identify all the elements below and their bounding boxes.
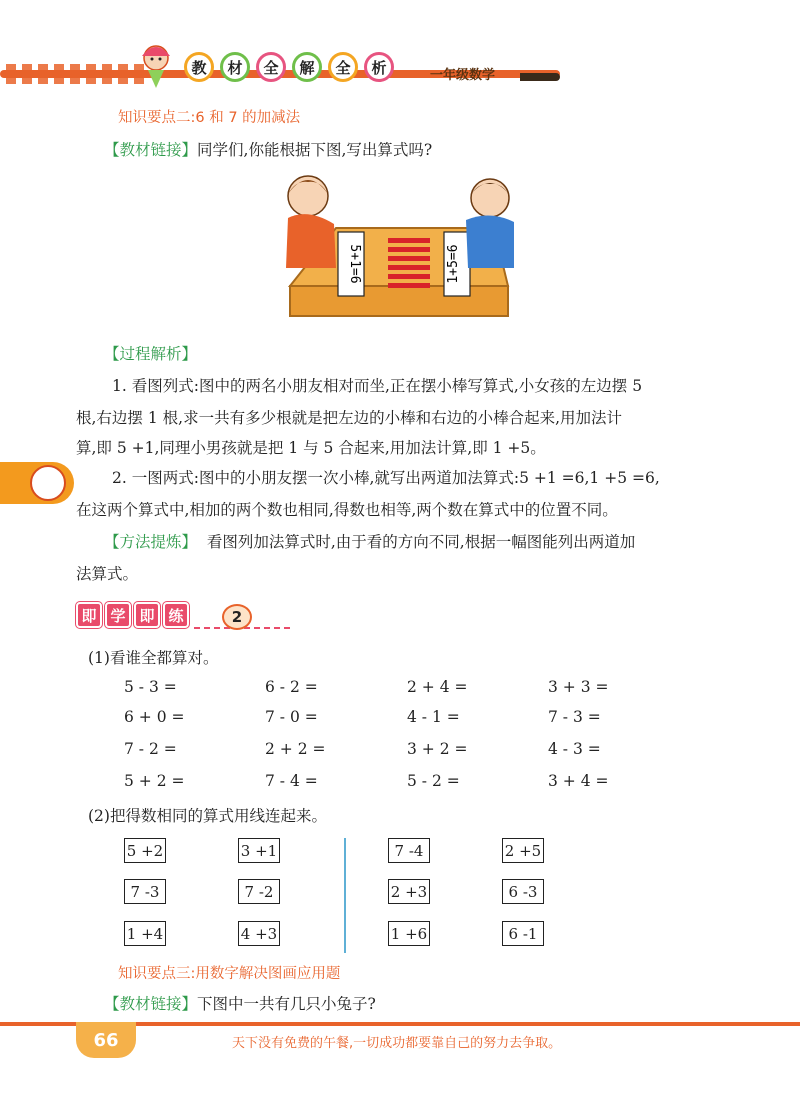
link-tag: 【教材链接】 <box>104 141 198 159</box>
equation: 4 - 3 = <box>548 740 601 758</box>
match-box[interactable]: 5 +2 <box>124 838 166 863</box>
boy-card-text: 1+5=6 <box>446 244 461 284</box>
section2-heading: 知识要点二:6 和 7 的加减法 <box>118 110 301 126</box>
mascot-face-icon <box>30 465 66 501</box>
boy-figure <box>466 179 514 268</box>
match-box[interactable]: 2 +5 <box>502 838 544 863</box>
equation: 5 - 2 = <box>407 772 460 790</box>
kids-counting-sticks-illustration <box>276 168 524 318</box>
match-box[interactable]: 7 -4 <box>388 838 430 863</box>
footer-motto: 天下没有免费的午餐,一切成功都要靠自己的努力去争取。 <box>232 1036 562 1051</box>
title-char: 析 <box>364 52 394 82</box>
side-tab <box>0 462 74 504</box>
q2-label: (2)把得数相同的算式用线连起来。 <box>88 807 327 825</box>
q1-label: (1)看谁全都算对。 <box>88 649 219 667</box>
link-tag: 【教材链接】 <box>104 995 198 1013</box>
section3-heading: 知识要点三:用数字解决图画应用题 <box>118 966 341 982</box>
match-box[interactable]: 1 +4 <box>124 921 166 946</box>
grade-label: 一年级数学 <box>430 68 496 83</box>
equation: 2 + 2 = <box>265 740 326 758</box>
pen-icon <box>520 73 560 81</box>
equation: 4 - 1 = <box>407 708 460 726</box>
title-char: 教 <box>184 52 214 82</box>
process-line: 算,即 5 +1,同理小男孩就是把 1 与 5 合起来,用加法计算,即 1 +5。 <box>76 439 546 457</box>
match-box[interactable]: 1 +6 <box>388 921 430 946</box>
equation: 6 + 0 = <box>124 708 185 726</box>
match-box[interactable]: 7 -2 <box>238 879 280 904</box>
title-char: 全 <box>256 52 286 82</box>
equation: 5 - 3 = <box>124 678 177 696</box>
equation: 7 - 3 = <box>548 708 601 726</box>
match-box[interactable]: 6 -3 <box>502 879 544 904</box>
equation: 2 + 4 = <box>407 678 468 696</box>
process-line: 在这两个算式中,相加的两个数也相同,得数也相等,两个数在算式中的位置不同。 <box>76 501 618 519</box>
match-box[interactable]: 6 -1 <box>502 921 544 946</box>
process-tag-label: 【过程解析】 <box>104 345 198 363</box>
method-tag: 【方法提炼】 <box>104 533 198 551</box>
process-line: 根,右边摆 1 根,求一共有多少根就是把左边的小棒和右边的小棒合起来,用加法计 <box>76 409 622 427</box>
equation: 7 - 0 = <box>265 708 318 726</box>
badge-char: 即 <box>134 602 160 628</box>
practice-badge <box>76 602 189 628</box>
link-text: 下图中一共有几只小兔子? <box>197 995 376 1013</box>
equation: 6 - 2 = <box>265 678 318 696</box>
equation: 3 + 2 = <box>407 740 468 758</box>
match-box[interactable]: 7 -3 <box>124 879 166 904</box>
link-text: 同学们,你能根据下图,写出算式吗? <box>197 141 433 159</box>
process-line: 1. 看图列式:图中的两名小朋友相对而坐,正在摆小棒写算式,小女孩的左边摆 5 <box>112 377 643 395</box>
fairy-mascot-icon <box>130 38 182 90</box>
badge-char: 即 <box>76 602 102 628</box>
book-title <box>184 52 394 82</box>
title-char: 材 <box>220 52 250 82</box>
method-line: 法算式。 <box>76 565 139 583</box>
match-box[interactable]: 4 +3 <box>238 921 280 946</box>
method-line <box>104 530 635 552</box>
equation: 5 + 2 = <box>124 772 185 790</box>
badge-char: 练 <box>163 602 189 628</box>
title-char: 全 <box>328 52 358 82</box>
match-box[interactable]: 3 +1 <box>238 838 280 863</box>
page-number: 66 <box>76 1022 136 1058</box>
section2-link <box>104 138 432 160</box>
practice-number: 2 <box>222 604 252 630</box>
match-box[interactable]: 2 +3 <box>388 879 430 904</box>
equation: 3 + 3 = <box>548 678 609 696</box>
equation: 7 - 4 = <box>265 772 318 790</box>
equation: 7 - 2 = <box>124 740 177 758</box>
girl-card-text: 5+1=6 <box>347 244 362 284</box>
badge-char: 学 <box>105 602 131 628</box>
equation: 3 + 4 = <box>548 772 609 790</box>
section3-link <box>104 992 376 1014</box>
title-char: 解 <box>292 52 322 82</box>
method-text: 看图列加法算式时,由于看的方向不同,根据一幅图能列出两道加 <box>206 533 636 551</box>
divider-line <box>344 838 346 953</box>
process-tag <box>104 342 197 364</box>
process-line: 2. 一图两式:图中的小朋友摆一次小棒,就写出两道加法算式:5 +1 =6,1 +5 =6, <box>112 469 660 487</box>
